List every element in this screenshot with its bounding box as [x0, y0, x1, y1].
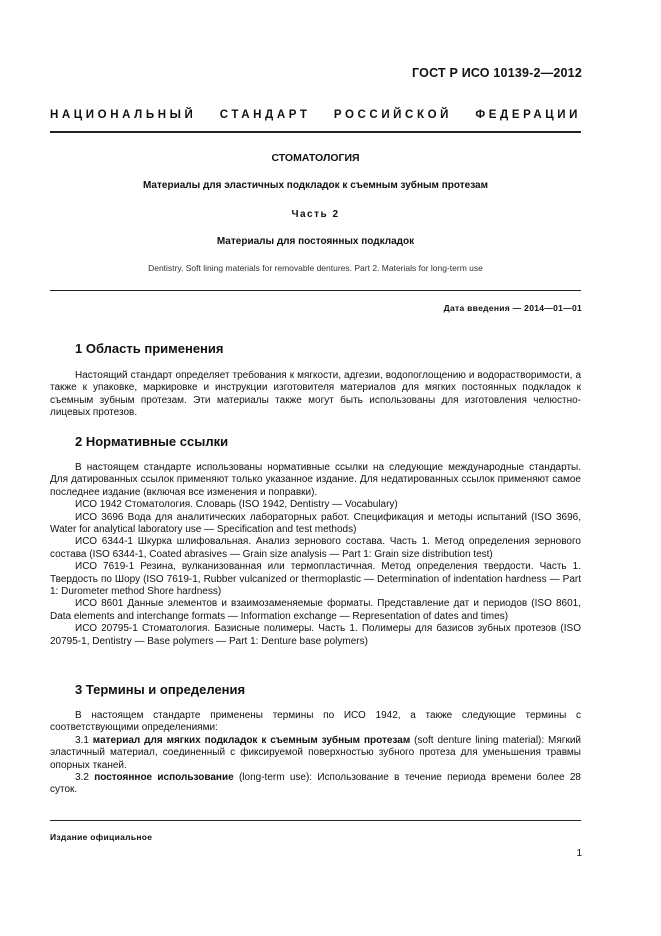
header-rule	[50, 131, 581, 133]
section-1-heading: 1 Область применения	[75, 341, 224, 356]
reference-item: ИСО 1942 Стоматология. Словарь (ISO 1942, Dentistry — Vocabulary)	[75, 499, 398, 511]
term-definition: (long-term use): Использование в течение периода времени более 28 суток.	[50, 772, 581, 796]
term-number: 3.1	[75, 734, 89, 746]
part-title: Материалы для постоянных подкладок	[216, 236, 415, 247]
reference-item: ИСО 8601 Данные элементов и взаимозаменяемые форматы. Представление дат и периодов (ISO 8601, Data elements and interchange formats — Information exchange — Representation of dates and times)	[50, 598, 581, 622]
section-3-body	[50, 710, 581, 797]
part-label: Часть 2	[291, 209, 340, 220]
edition-label: Издание официальное	[50, 832, 153, 842]
section-2-body	[50, 462, 581, 648]
term-number: 3.2	[75, 772, 89, 784]
title-main: СТОМАТОЛОГИЯ	[271, 152, 360, 164]
term-entry-3-2	[50, 772, 581, 797]
section-1-body	[50, 370, 581, 420]
section-3-heading: 3 Термины и определения	[75, 682, 246, 697]
reference-item: ИСО 3696 Вода для аналитических лабораторных работ. Спецификация и методы испытаний (ISO 3696, Water for analytical laboratory use — Specification and test methods)	[50, 511, 581, 536]
reference-item: ИСО 6344-1 Шкурка шлифовальная. Анализ зернового состава. Часть 1. Метод определения зернового состава (ISO 6344-1, Coated abrasives — Grain size analysis — Part 1: Grain size distribution test)	[50, 536, 581, 560]
national-standard-heading: НАЦИОНАЛЬНЫЙ СТАНДАРТ РОССИЙСКОЙ ФЕДЕРАЦИИ	[50, 109, 581, 121]
section-3-intro: В настоящем стандарте применены термины по ИСО 1942, а также следующие термины с соответствующими определениями:	[50, 710, 581, 734]
introduction-date: Дата введения — 2014—01—01	[443, 303, 582, 313]
title-rule	[50, 290, 581, 291]
reference-item: ИСО 20795-1 Стоматология. Базисные полимеры. Часть 1. Полимеры для базисов зубных протезов (ISO 20795-1, Dentistry — Base polymers — Part 1: Denture base polymers)	[50, 623, 581, 647]
term-name: материал для мягких подкладок к съемным зубным протезам	[92, 734, 411, 746]
page-number: 1	[576, 848, 582, 859]
section-2-intro: В настоящем стандарте использованы нормативные ссылки на следующие международные стандарты. Для датированных ссылок применяют только указанное издание. Для недатированных ссылок применяют самое последнее издание (включая все изменения и поправки).	[50, 462, 581, 498]
term-definition: (soft denture lining material): Мягкий эластичный материал, соединенный с фиксируемой поверхностью зубного протеза для уменьшения травмы опорных тканей.	[50, 734, 581, 771]
footer-rule	[50, 820, 581, 821]
title-english: Dentistry. Soft lining materials for removable dentures. Part 2. Materials for long-term use	[148, 263, 483, 273]
reference-item: ИСО 7619-1 Резина, вулканизованная или термопластичная. Метод определения твердости. Часть 1. Твердость по Шору (ISO 7619-1, Rubber vulcanized or thermoplastic — Determination of indentation hardness — Part 1: Durometer method Shore hardness)	[50, 561, 581, 598]
term-name: постоянное использование	[94, 772, 234, 784]
document-code: ГОСТ Р ИСО 10139-2—2012	[412, 66, 582, 80]
term-entry-3-1	[50, 735, 581, 772]
section-2-heading: 2 Нормативные ссылки	[75, 434, 229, 449]
title-subtitle: Материалы для эластичных подкладок к съемным зубным протезам	[142, 180, 488, 191]
section-1-text: Настоящий стандарт определяет требования к мягкости, адгезии, водопоглощению и водорастворимости, а также к упаковке, маркировке и инструкции изготовителя материалов для мягких постоянных подкладок к съемным зубным протезам. Эти материалы также могут быть использованы для изготовления челюстно-лицевых протезов.	[50, 370, 581, 419]
